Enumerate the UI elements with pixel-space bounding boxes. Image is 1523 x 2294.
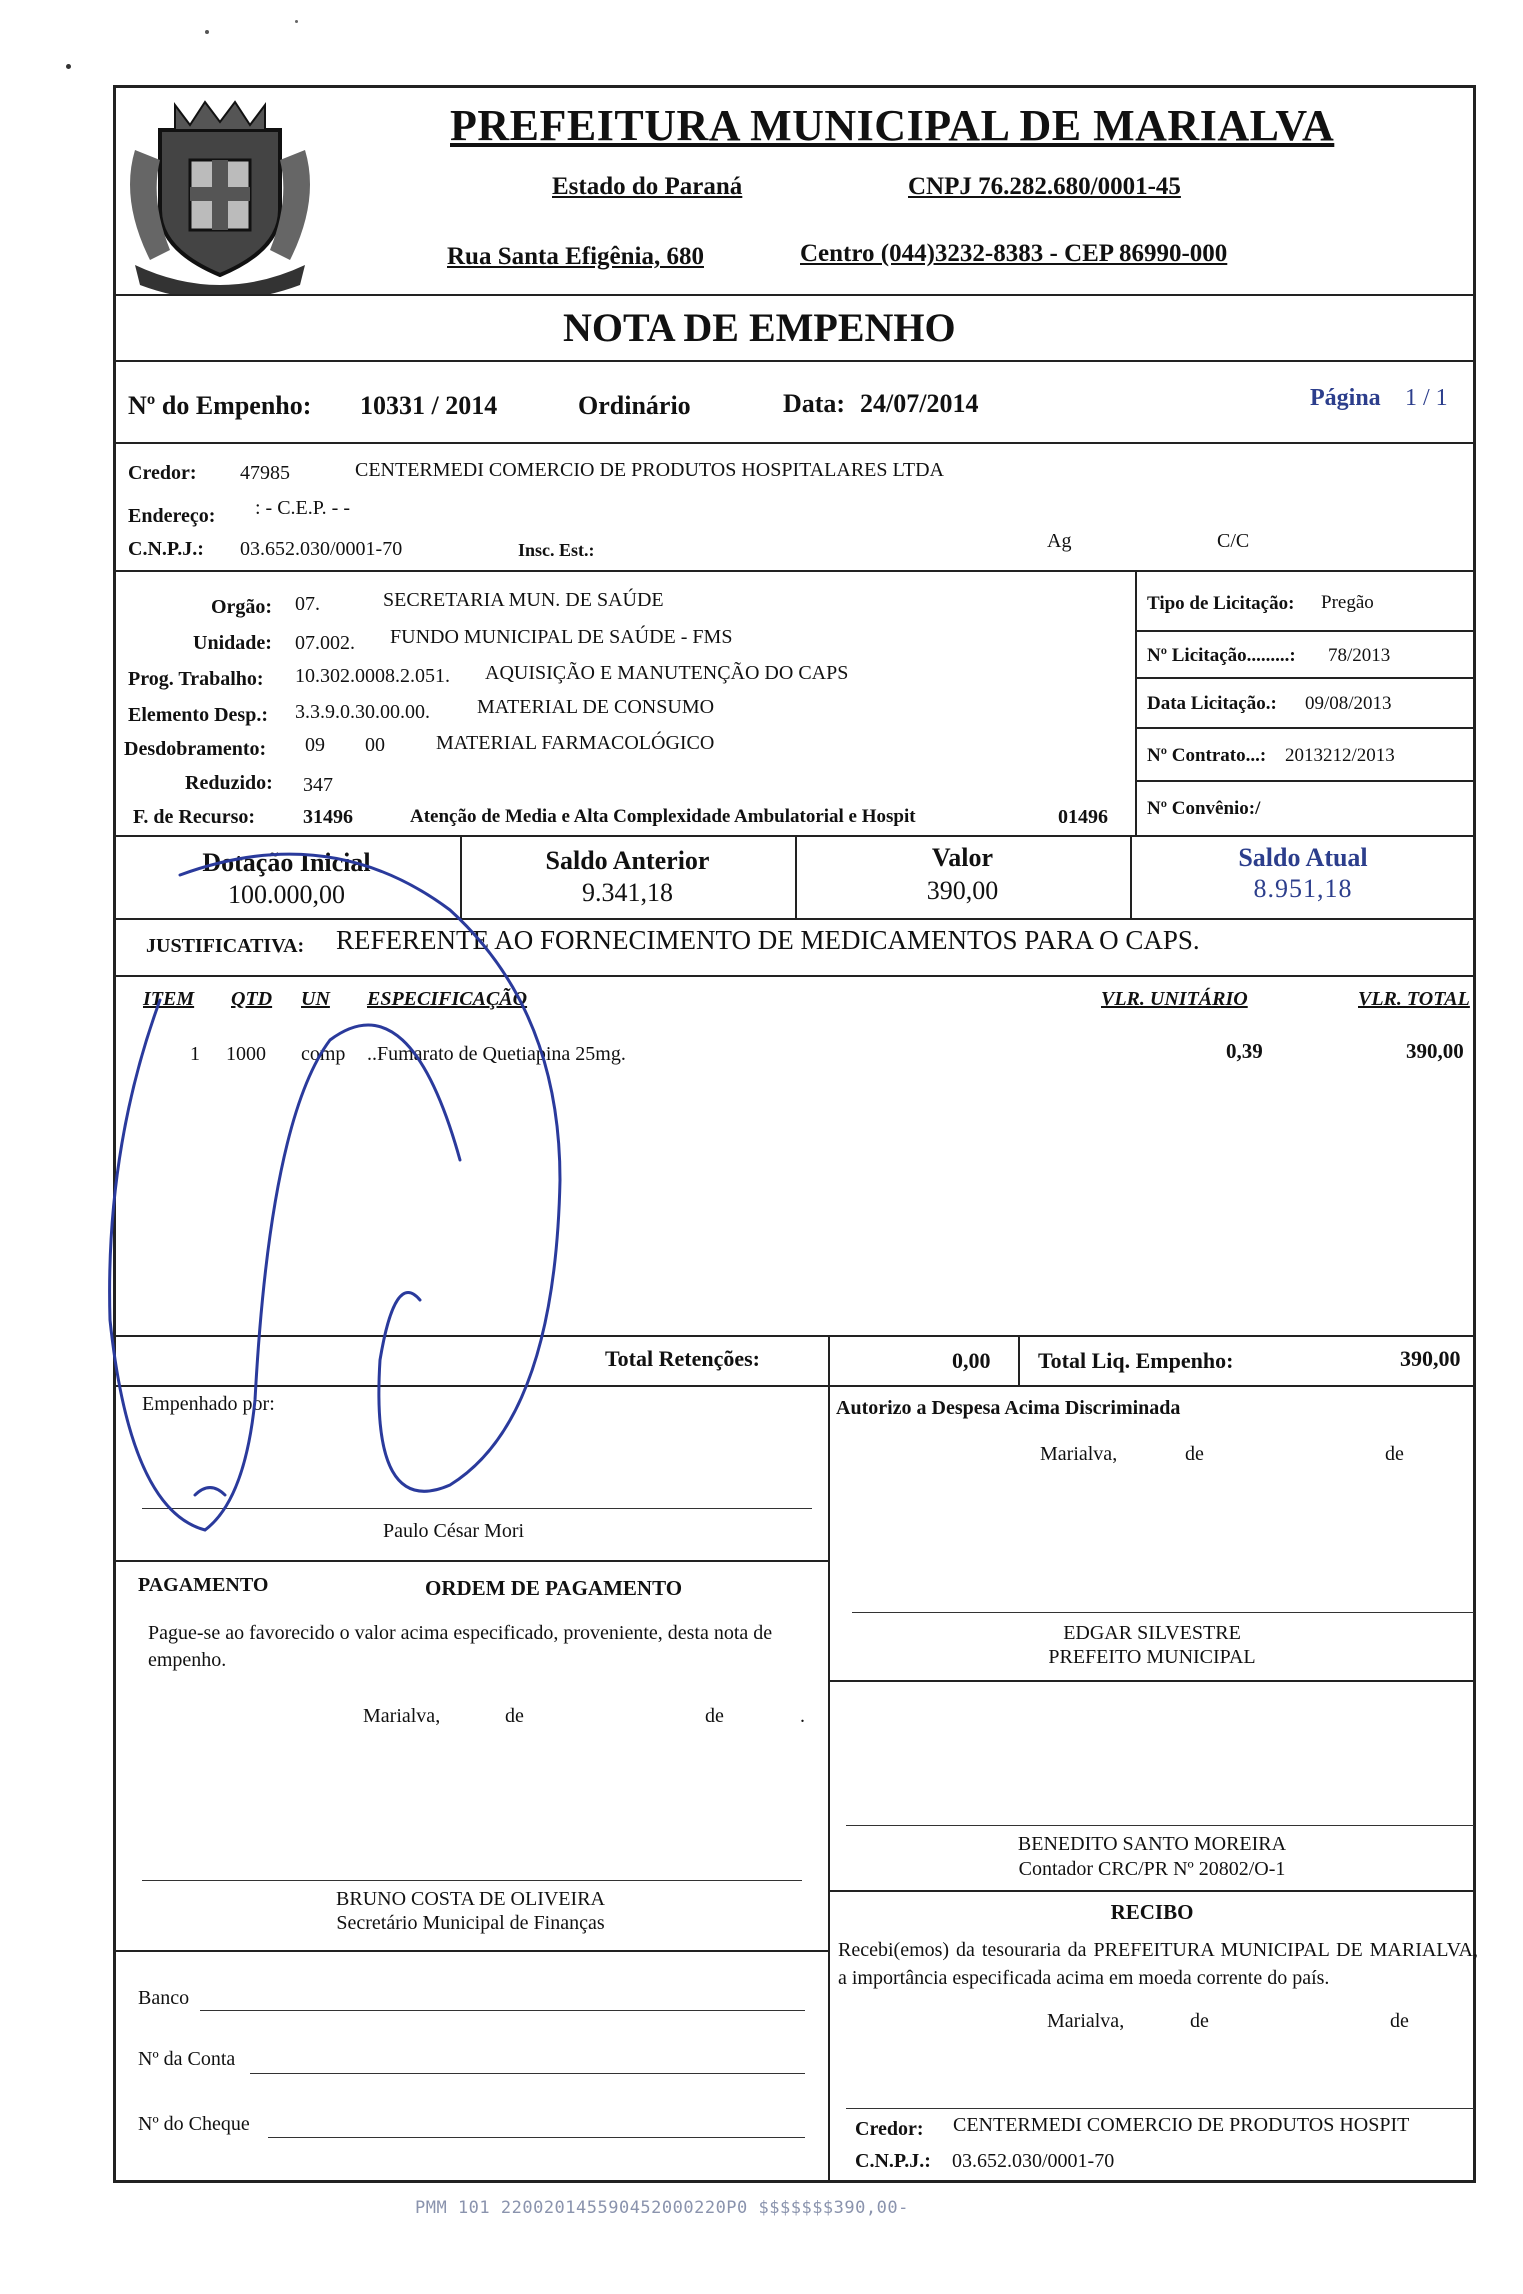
conta-label: Nº da Conta bbox=[138, 2048, 236, 2070]
autorizo-label: Autorizo a Despesa Acima Discriminada bbox=[836, 1397, 1181, 1419]
recibo-cnpj: 03.652.030/0001-70 bbox=[952, 2150, 1115, 2172]
row-unit: 0,39 bbox=[1226, 1039, 1263, 1063]
secretario-name: BRUNO COSTA DE OLIVEIRA bbox=[336, 1888, 605, 1910]
creditor-cnpj: 03.652.030/0001-70 bbox=[240, 538, 403, 560]
col-vlr-total: VLR. TOTAL bbox=[1358, 988, 1470, 1010]
cc-label: C/C bbox=[1217, 530, 1250, 552]
municipality-cnpj: CNPJ 76.282.680/0001-45 bbox=[908, 173, 1181, 200]
contador-name: BENEDITO SANTO MOREIRA bbox=[1017, 1833, 1287, 1855]
justificativa-text: REFERENTE AO FORNECIMENTO DE MEDICAMENTOS PARA O CAPS. bbox=[336, 925, 1200, 955]
retencoes-value: 0,00 bbox=[952, 1348, 991, 1373]
orgao-name: SECRETARIA MUN. DE SAÚDE bbox=[383, 589, 664, 611]
tipo-licitacao: Pregão bbox=[1321, 592, 1374, 613]
page-number: 1 / 1 bbox=[1405, 385, 1448, 411]
row-spec: ..Fumarato de Quetiapina 25mg. bbox=[367, 1043, 626, 1065]
empenho-number: 10331 / 2014 bbox=[360, 391, 498, 420]
desdobramento-a: 09 bbox=[305, 734, 325, 756]
contrato-label: Nº Contrato...: bbox=[1147, 745, 1267, 766]
address-value: : - C.E.P. - - bbox=[255, 497, 350, 519]
recibo-label: RECIBO bbox=[1110, 1900, 1194, 1924]
desdobramento-label: Desdobramento: bbox=[124, 738, 267, 760]
desdobramento-b: 00 bbox=[365, 734, 385, 756]
document-title: NOTA DE EMPENHO bbox=[563, 305, 956, 350]
pagamento-dot: . bbox=[800, 1705, 805, 1727]
valor-value: 390,00 bbox=[926, 876, 999, 905]
pagamento-de2: de bbox=[705, 1705, 724, 1727]
empenho-type: Ordinário bbox=[578, 391, 691, 420]
recibo-de1: de bbox=[1190, 2010, 1209, 2032]
row-total: 390,00 bbox=[1406, 1039, 1464, 1063]
elemento-name: MATERIAL DE CONSUMO bbox=[477, 696, 715, 718]
recurso-code: 31496 bbox=[303, 806, 353, 828]
col-vlr-unitario: VLR. UNITÁRIO bbox=[1101, 988, 1248, 1010]
justificativa-label: JUSTIFICATIVA: bbox=[146, 935, 305, 957]
numero-licitacao: 78/2013 bbox=[1328, 645, 1391, 666]
ordem-pagamento-label: ORDEM DE PAGAMENTO bbox=[425, 1576, 683, 1600]
cheque-label: Nº do Cheque bbox=[138, 2113, 250, 2135]
prefeito-title: PREFEITO MUNICIPAL bbox=[1048, 1646, 1256, 1668]
empenhado-label: Empenhado por: bbox=[142, 1393, 275, 1415]
recibo-text: Recebi(emos) da tesouraria da PREFEITURA MUNICIPAL DE MARIALVA, a importância especificada acima em moeda corrente do país. bbox=[838, 1939, 1478, 1989]
retencoes-label: Total Retenções: bbox=[605, 1346, 760, 1371]
col-especificacao: ESPECIFICAÇÃO bbox=[367, 988, 528, 1010]
prefeito-name: EDGAR SILVESTRE bbox=[1063, 1622, 1241, 1644]
prog-trabalho-code: 10.302.0008.2.051. bbox=[295, 665, 450, 687]
numero-licitacao-label: Nº Licitação.........: bbox=[1147, 645, 1296, 666]
banco-label: Banco bbox=[138, 1987, 190, 2009]
municipality-title: PREFEITURA MUNICIPAL DE MARIALVA bbox=[450, 101, 1335, 150]
date-label: Data: bbox=[783, 389, 846, 418]
ag-label: Ag bbox=[1047, 530, 1072, 552]
unidade-name: FUNDO MUNICIPAL DE SAÚDE - FMS bbox=[390, 626, 733, 648]
empenho-date: 24/07/2014 bbox=[860, 389, 979, 418]
street-address: Rua Santa Efigênia, 680 bbox=[447, 243, 704, 270]
orgao-code: 07. bbox=[295, 593, 320, 615]
tipo-licitacao-label: Tipo de Licitação: bbox=[1147, 593, 1295, 614]
orgao-label: Orgão: bbox=[211, 596, 273, 618]
recurso-label: F. de Recurso: bbox=[133, 806, 256, 828]
dotacao-value: 100.000,00 bbox=[228, 880, 345, 909]
prog-trabalho-label: Prog. Trabalho: bbox=[128, 668, 264, 690]
col-item: ITEM bbox=[143, 988, 195, 1010]
reduzido-value: 347 bbox=[303, 774, 333, 796]
recibo-credor-label: Credor: bbox=[855, 2118, 924, 2140]
contact-line: Centro (044)3232-8383 - CEP 86990-000 bbox=[800, 240, 1228, 267]
reduzido-label: Reduzido: bbox=[185, 772, 273, 794]
liq-empenho-label: Total Liq. Empenho: bbox=[1038, 1348, 1234, 1373]
col-qtd: QTD bbox=[231, 988, 273, 1010]
address-label: Endereço: bbox=[128, 505, 216, 527]
pagamento-place: Marialva, bbox=[363, 1705, 441, 1727]
autorizo-place: Marialva, bbox=[1040, 1443, 1118, 1465]
saldo-atual-label: Saldo Atual bbox=[1238, 843, 1368, 872]
row-un: comp bbox=[301, 1043, 346, 1065]
recurso-name: Atenção de Media e Alta Complexidade Ambulatorial e Hospit bbox=[410, 806, 916, 827]
contrato-number: 2013212/2013 bbox=[1285, 745, 1395, 766]
pagamento-text: Pague-se ao favorecido o valor acima especificado, proveniente, desta nota de empenho. bbox=[148, 1622, 773, 1671]
elemento-code: 3.3.9.0.30.00.00. bbox=[295, 701, 430, 723]
recurso-code-2: 01496 bbox=[1058, 806, 1108, 828]
row-item: 1 bbox=[190, 1043, 200, 1065]
creditor-code: 47985 bbox=[240, 462, 290, 484]
secretario-title: Secretário Municipal de Finanças bbox=[336, 1912, 605, 1934]
recibo-de2: de bbox=[1390, 2010, 1409, 2032]
recibo-cnpj-label: C.N.P.J.: bbox=[855, 2150, 931, 2172]
valor-label: Valor bbox=[931, 843, 994, 872]
data-licitacao-label: Data Licitação.: bbox=[1147, 693, 1277, 714]
empenhado-signer: Paulo César Mori bbox=[383, 1520, 525, 1542]
row-qtd: 1000 bbox=[226, 1043, 266, 1065]
dotacao-label: Dotação Inicial bbox=[202, 848, 371, 877]
saldo-anterior-label: Saldo Anterior bbox=[545, 846, 710, 875]
saldo-atual-value: 8.951,18 bbox=[1253, 874, 1353, 903]
autorizo-de1: de bbox=[1185, 1443, 1204, 1465]
data-licitacao: 09/08/2013 bbox=[1305, 693, 1392, 714]
elemento-label: Elemento Desp.: bbox=[128, 704, 268, 726]
footer-code: PMM 101 220020145590452000220P0 $$$$$$$390,00- bbox=[415, 2198, 909, 2218]
contador-title: Contador CRC/PR Nº 20802/O-1 bbox=[1018, 1858, 1286, 1880]
prog-trabalho-name: AQUISIÇÃO E MANUTENÇÃO DO CAPS bbox=[485, 662, 849, 684]
convenio-label: Nº Convênio:/ bbox=[1147, 798, 1261, 819]
liq-empenho-value: 390,00 bbox=[1400, 1346, 1461, 1371]
creditor-label: Credor: bbox=[128, 462, 197, 484]
page-label: Página bbox=[1310, 385, 1381, 411]
pagamento-label: PAGAMENTO bbox=[138, 1574, 269, 1596]
creditor-cnpj-label: C.N.P.J.: bbox=[128, 538, 204, 560]
recibo-credor: CENTERMEDI COMERCIO DE PRODUTOS HOSPIT bbox=[953, 2114, 1410, 2136]
creditor-name: CENTERMEDI COMERCIO DE PRODUTOS HOSPITALARES LTDA bbox=[355, 459, 944, 481]
recibo-place: Marialva, bbox=[1047, 2010, 1125, 2032]
desdobramento-name: MATERIAL FARMACOLÓGICO bbox=[436, 732, 715, 754]
pagamento-de1: de bbox=[505, 1705, 524, 1727]
saldo-anterior-value: 9.341,18 bbox=[582, 878, 673, 907]
empenho-number-label: Nº do Empenho: bbox=[128, 391, 312, 420]
unidade-code: 07.002. bbox=[295, 632, 355, 654]
col-un: UN bbox=[301, 988, 330, 1010]
autorizo-de2: de bbox=[1385, 1443, 1404, 1465]
insc-est-label: Insc. Est.: bbox=[518, 540, 595, 560]
unidade-label: Unidade: bbox=[193, 632, 272, 654]
state-label: Estado do Paraná bbox=[552, 173, 743, 200]
